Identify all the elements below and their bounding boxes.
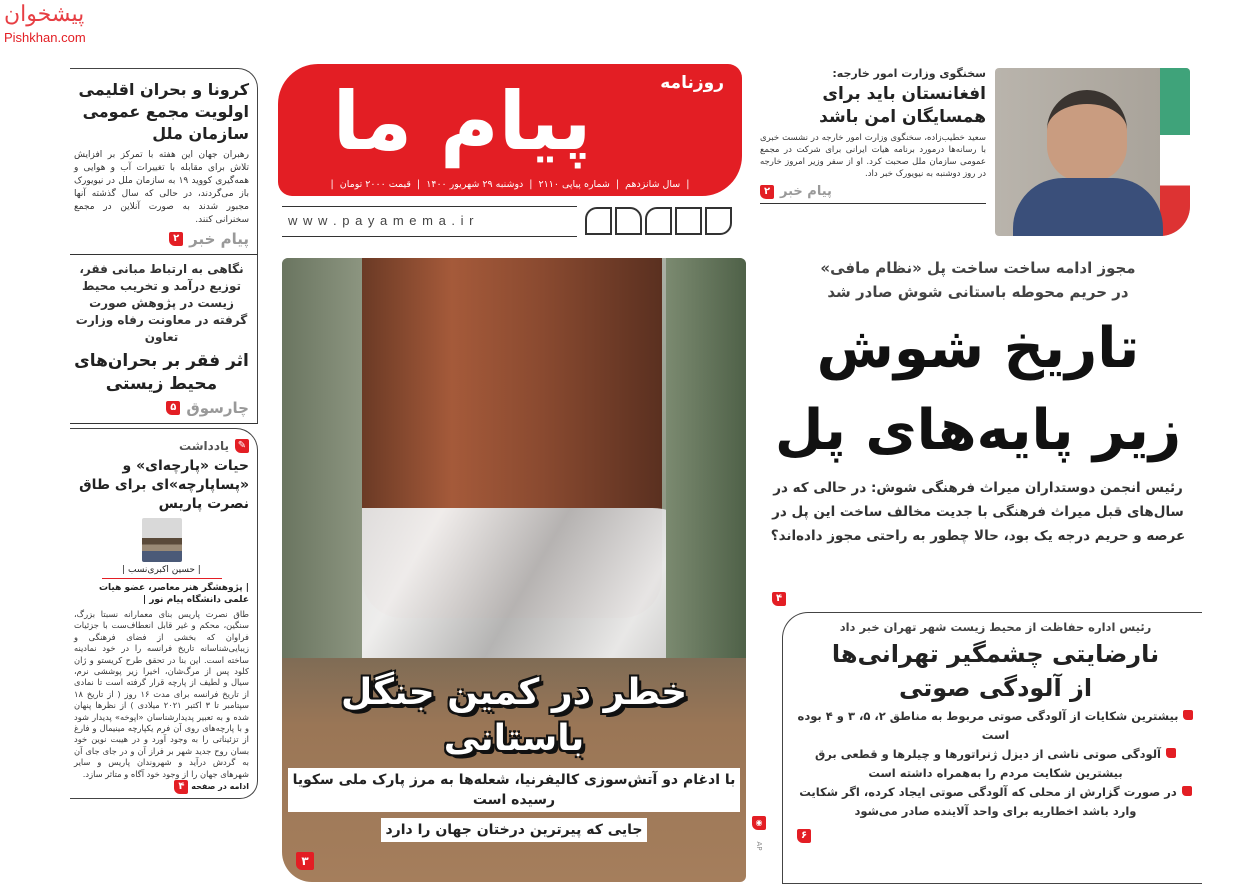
section-label: پیام خبر <box>189 230 249 248</box>
article-body: سعید خطیب‌زاده، سخنگوی وزارت امور خارجه در نشست خبری با رسانه‌ها درمورد برنامه هیات ایرانی برای شرکت در مجمع عمومی سازمان ملل صحبت کرد. او از سفر وزیر امروز خارجه در روز دوشنبه به نیویورک خبر داد. <box>760 133 986 179</box>
author-photo <box>142 518 182 562</box>
bullet-icon <box>1166 748 1176 758</box>
page-number: ۴ <box>772 592 786 606</box>
headline[interactable]: تاریخ شوش <box>816 316 1140 381</box>
bullet-item <box>797 707 1194 745</box>
headline[interactable]: کرونا و بحران اقلیمی اولویت مجمع عمومی سازمان ملل <box>78 80 249 143</box>
headline[interactable]: زیر پایه‌های پل <box>774 398 1182 463</box>
bullet-icon <box>1183 710 1193 720</box>
opinion-label <box>179 437 249 455</box>
watermark-fa: پیشخوان <box>4 2 85 27</box>
page-number: ۲ <box>760 185 774 199</box>
caption-line-2: جایی که پیرترین درختان جهان را دارد <box>381 818 646 842</box>
bullet-text: آلودگی صوتی ناشی از دیزل ژنراتورها و چیلرها و قطعی برق بیشترین شکایت مردم را به‌همراه داشته است <box>814 747 1161 780</box>
noise-article <box>782 612 1202 884</box>
page-number: ۳ <box>296 852 314 870</box>
caption-line-1: با ادغام دو آتش‌سوزی کالیفرنیا، شعله‌ها به مرز پارک ملی سکویا رسیده است <box>288 768 740 812</box>
page-number: ۴ <box>174 780 188 794</box>
label: یادداشت <box>179 439 229 453</box>
masthead-prefix: روزنامه <box>660 73 724 93</box>
section-tag[interactable] <box>760 183 832 201</box>
brand-boxes <box>585 207 732 235</box>
kicker: مجوز ادامه ساخت ساخت پل «نظام مافی» <box>820 259 1136 277</box>
pen-icon: ✎ <box>235 439 249 453</box>
headline[interactable]: نارضایتی چشمگیر تهرانی‌ها <box>831 640 1160 668</box>
author-role: | پژوهشگر هنر معاصر، عضو هیات علمی دانشگاه پیام نور | <box>98 583 249 605</box>
bullet-text: در صورت گزارش از محلی که آلودگی صوتی ایجاد کرده، اگر شکایت وارد باشد اخطاریه برای واحد آلاینده صادر می‌شود <box>799 785 1177 818</box>
newspaper-logo: پیام ما <box>332 75 592 168</box>
lead-article <box>760 256 1196 548</box>
bullet-icon <box>1182 786 1192 796</box>
kicker: در حریم محوطه باستانی شوش صادر شد <box>827 283 1129 301</box>
watermark-en: Pishkhan.com <box>4 30 86 45</box>
issue-info: | سال شانزدهم | شماره پیاپی ۲۱۱۰ | دوشنبه ۲۹ شهریور ۱۴۰۰ | قیمت ۲۰۰۰ تومان | <box>330 179 690 190</box>
forest-right <box>666 258 746 658</box>
headline[interactable]: افغانستان باید برای همسایگان امن باشد <box>819 84 986 127</box>
bullet-item <box>797 783 1194 821</box>
main-photo[interactable] <box>282 258 746 882</box>
continued-label: ادامه در صفحه <box>191 782 249 792</box>
bullet-item <box>797 745 1194 783</box>
article-body: طاق نصرت پاریس بنای معمارانه نسبتا بزرگ، سنگین، محکم و غیر قابل انعطاف‌ست با جزئیات فراوان که بخشی از فضای فرهنگی و زیبایی‌شناسانه تاریخ فرانسه را در خود نمادینه ساخته است. این بنا در تحقق طرح کریستو و ژان کلود پس از مرگ‌شان، اخیرا زیر پوششی نرم، سیال و لطیف از پارچه قرار گرفته است تا نمادی از تاریخ فرانسه برای مدت ۱۶ روز ( از تاریخ ۱۸ سپتامبر تا ۳ اکتبر ۲۰۲۱ میلادی ) از نظرها پنهان شده و به تعبیر پدیدارشناسان «اپوخه» پدیدار شود و با پارچه‌های روی آن فرم یکپارچه مینیمال و فارغ از تزئیناتی را به وجود آورد و در هیبت نوین خود بسان روح جدید شهر بر فراز آن و در جای جای آن به گردش درآید و شهروندان پاریس و سایر شهرهای جهان را از وجود خود آگاه و متاثر سازد. <box>74 609 250 779</box>
website-url[interactable]: w w w . p a y a m e m a . i r <box>288 213 475 228</box>
left-mid-article <box>70 255 258 424</box>
forest-left <box>282 258 362 658</box>
bullet-text: بیشترین شکایات از آلودگی صوتی مربوط به مناطق ۲، ۵، ۳ و ۴ بوده است <box>797 709 1179 742</box>
kicker: سخنگوی وزارت امور خارجه: <box>832 67 986 80</box>
right-top-article <box>760 66 986 204</box>
watermark-logo <box>4 0 86 66</box>
divider <box>282 236 577 237</box>
section-label: پیام خبر <box>780 184 832 199</box>
kicker: نگاهی به ارتباط مبانی فقر، توزیع درآمد و تخریب محیط زیست در پژوهش صورت گرفته در معاونت رفاه وزارت تعاون <box>75 262 248 344</box>
continued-link[interactable] <box>74 780 249 794</box>
section-tag[interactable] <box>166 399 249 417</box>
headline[interactable]: اثر فقر بر بحران‌های محیط زیستی <box>74 351 249 394</box>
left-column <box>70 68 258 799</box>
kicker: رئیس اداره حفاظت از محیط زیست شهر تهران خبر داد <box>839 620 1152 634</box>
photo-credit <box>752 810 766 850</box>
section-label: چارسوق <box>186 399 249 417</box>
divider <box>282 206 577 207</box>
photo-text-block <box>288 670 740 842</box>
headline[interactable]: حیات «پارچه‌ای» و «پساپارچه»‌ای برای طاق نصرت پاریس <box>79 458 249 512</box>
page-number: ۲ <box>169 232 183 246</box>
camera-icon: ◉ <box>752 816 766 830</box>
left-top-article <box>70 68 258 255</box>
bullet-list <box>797 707 1194 821</box>
masthead <box>278 64 742 196</box>
photo-headline: خطر در کمین جنگل باستانی <box>340 672 688 759</box>
headline[interactable]: از آلودگی صوتی <box>898 674 1093 702</box>
author-name: | حسین اکبری‌نسب | <box>102 564 222 579</box>
credit-text: AP <box>755 841 763 851</box>
spokesman-photo <box>995 68 1190 236</box>
article-body: رهبران جهان این هفته با تمرکز بر افزایش تلاش برای مقابله با تغییرات آب و هوایی و همه‌گیری کووید ۱۹ به سازمان ملل در نیویورک باز می‌گردند، در حالی که سال گذشته آنها مجبور شدند به صورت آنلاین در مجمع سخنرانی کنند. <box>74 150 249 225</box>
article-body: رئیس انجمن دوستداران میراث فرهنگی شوش: در حالی که در سال‌های قبل میراث فرهنگی با جدیت مخالف ساخت این پل در عرصه و حریم درجه یک بود، حالا چطور به راحتی مجوز داده‌اند؟ <box>770 480 1186 544</box>
opinion-article <box>70 428 258 799</box>
page-number: ۶ <box>797 829 811 843</box>
section-tag[interactable] <box>169 230 249 248</box>
page-number: ۵ <box>166 401 180 415</box>
